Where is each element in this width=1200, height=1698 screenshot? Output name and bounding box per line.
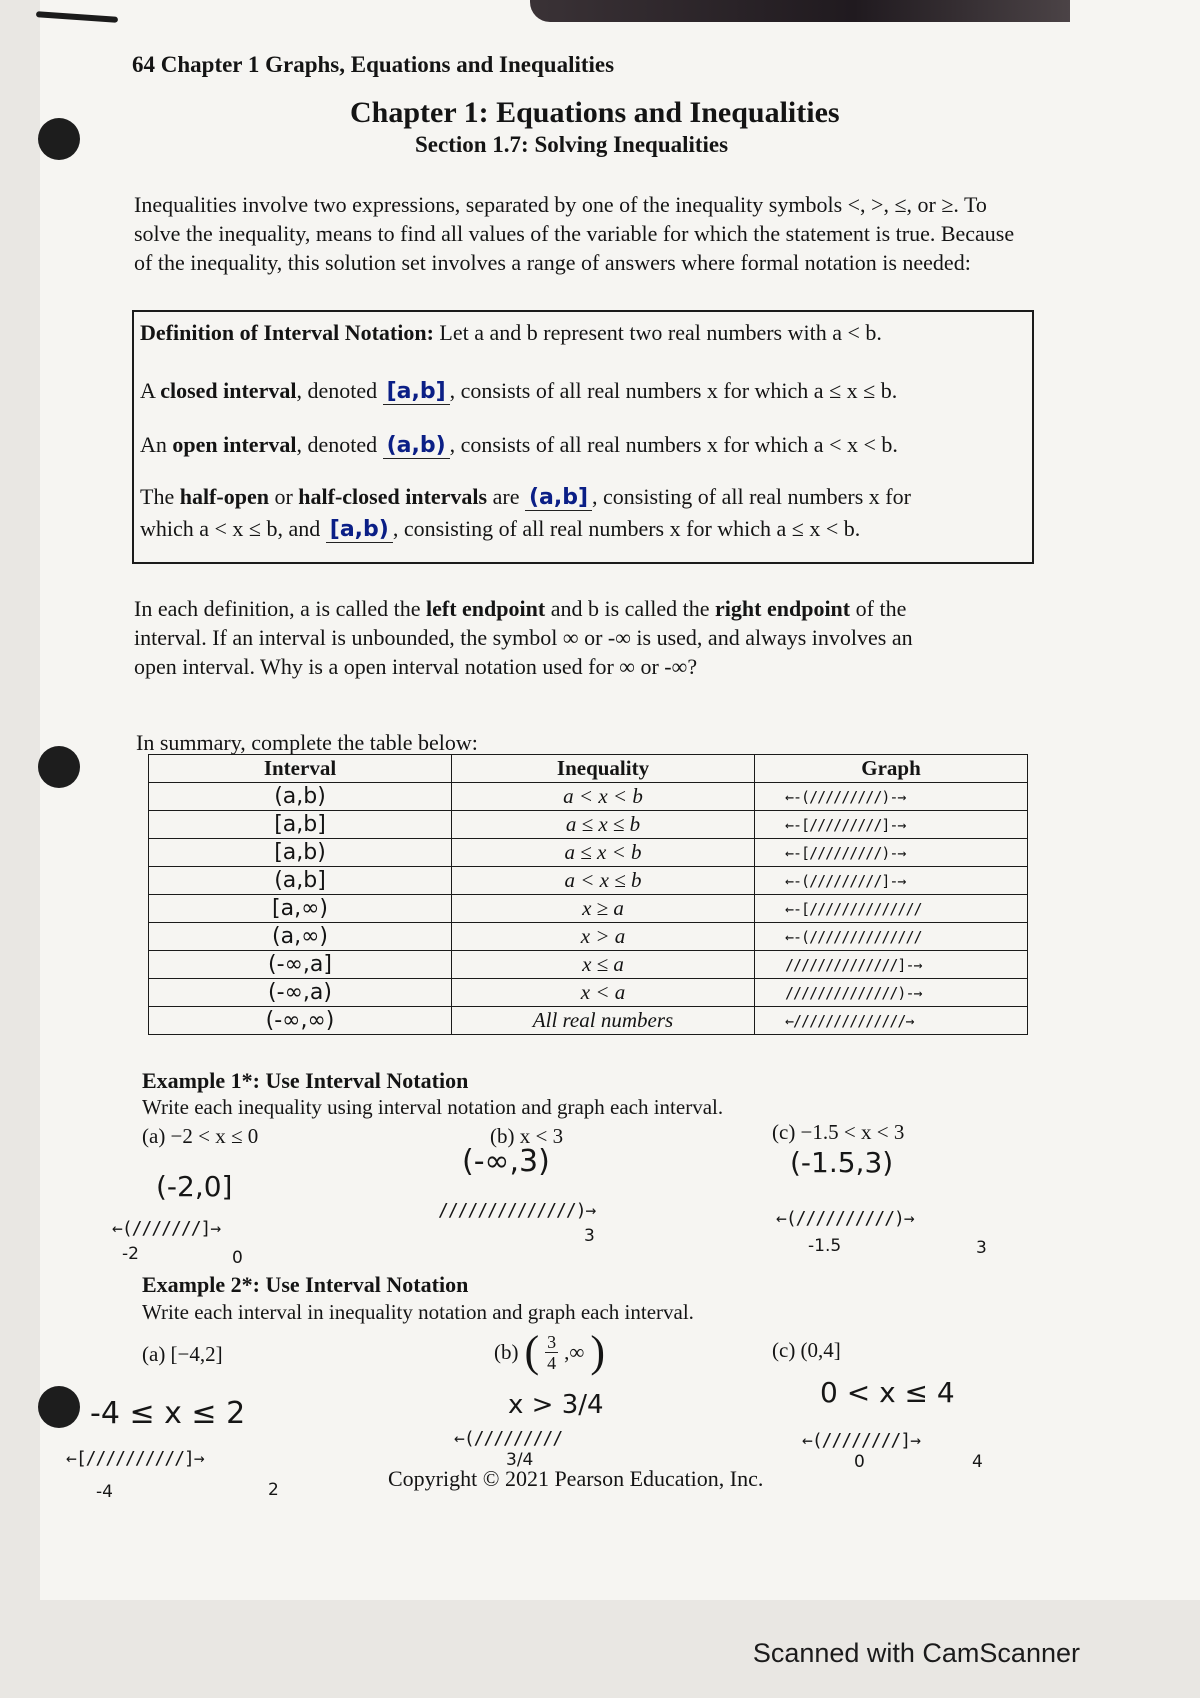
table-header-row xyxy=(149,755,1028,783)
text: , consisting of all real numbers x for which a ≤ x < b. xyxy=(392,516,861,541)
example-2a-tick-left: -4 xyxy=(96,1482,113,1502)
inequality-cell: a < x < b xyxy=(452,783,755,811)
example-1-instruction: Write each inequality using interval notation and graph each interval. xyxy=(142,1095,724,1119)
inequality-cell: x < a xyxy=(452,979,755,1007)
handwritten-half-closed-interval: [a,b) xyxy=(326,517,393,543)
example-2c-answer: 0 < x ≤ 4 xyxy=(820,1376,955,1409)
table-row xyxy=(149,839,1028,867)
endpoints-paragraph xyxy=(134,594,1034,681)
section-title: Section 1.7: Solving Inequalities xyxy=(415,132,729,157)
part-label: (b) xyxy=(494,1339,519,1364)
endpoints-line-3: open interval. Why is a open interval notation used for ∞ or -∞? xyxy=(134,654,698,679)
open-interval-line xyxy=(140,432,898,459)
interval-cell: (a,b] xyxy=(149,867,452,895)
text: An xyxy=(140,432,173,457)
table-row xyxy=(149,783,1028,811)
definition-heading: Definition of Interval Notation: xyxy=(140,320,434,345)
example-1c-answer: (-1.5,3) xyxy=(790,1146,894,1179)
example-1a-answer: (-2,0] xyxy=(156,1170,233,1203)
example-1c-number-line: ←(//////////)→ xyxy=(776,1208,914,1229)
binder-hole-top xyxy=(38,118,80,160)
text: , denoted xyxy=(296,378,383,403)
example-2-instruction: Write each interval in inequality notation and graph each interval. xyxy=(142,1300,694,1324)
graph-cell: ←-(/////////)-→ xyxy=(755,783,1028,811)
definition-box xyxy=(132,310,1034,564)
example-1b-answer: (-∞,3) xyxy=(462,1144,550,1179)
table-row xyxy=(149,979,1028,1007)
table-row xyxy=(149,923,1028,951)
graph-cell: ←-(////////////// xyxy=(755,923,1028,951)
binder-hole-middle xyxy=(38,746,80,788)
example-2b-number-line: ←(///////// xyxy=(454,1428,563,1449)
camscanner-watermark: Scanned with CamScanner xyxy=(752,1638,1080,1668)
left-endpoint-term: left endpoint xyxy=(426,596,546,621)
interval-cell: (-∞,∞) xyxy=(149,1007,452,1035)
example-2a-label: (a) [−4,2] xyxy=(142,1342,223,1366)
inequality-cell: x ≥ a xyxy=(452,895,755,923)
inequality-cell: x ≤ a xyxy=(452,951,755,979)
graph-cell: //////////////)-→ xyxy=(755,979,1028,1007)
example-2a-answer: -4 ≤ x ≤ 2 xyxy=(90,1396,246,1431)
interval-cell: (-∞,a] xyxy=(149,951,452,979)
interval-cell: [a,b) xyxy=(149,839,452,867)
text: or xyxy=(268,484,299,509)
summary-intro: In summary, complete the table below: xyxy=(136,730,478,755)
text: of the xyxy=(850,596,907,621)
table-row xyxy=(149,867,1028,895)
handwritten-open-interval: (a,b) xyxy=(383,433,450,459)
page-header: 64 Chapter 1 Graphs, Equations and Inequalities xyxy=(132,52,615,77)
example-2c-tick-left: 0 xyxy=(854,1452,865,1472)
endpoints-line-2: interval. If an interval is unbounded, the symbol ∞ or -∞ is used, and always involves an xyxy=(134,625,913,650)
interval-cell: (a,∞) xyxy=(149,923,452,951)
example-1c-tick-left: -1.5 xyxy=(808,1236,842,1256)
graph-cell: //////////////]-→ xyxy=(755,951,1028,979)
inequality-cell: a ≤ x < b xyxy=(452,839,755,867)
example-2c-tick-right: 4 xyxy=(972,1452,983,1472)
text: , consisting of all real numbers x for xyxy=(592,484,911,509)
intro-paragraph: Inequalities involve two expressions, separated by one of the inequality symbols <, >, ≤, or ≥. To solve the inequality, means to find all values of the variable for which the statement is true. Because of the inequality, this solution set involves a range of answers where formal notation is needed: xyxy=(134,192,1015,275)
half-closed-line xyxy=(140,516,860,543)
example-1a-tick-right: 0 xyxy=(232,1248,243,1268)
header-interval: Interval xyxy=(149,755,452,783)
handwritten-closed-interval: [a,b] xyxy=(383,379,450,405)
graph-cell: ←-(/////////]-→ xyxy=(755,867,1028,895)
example-1c-label: (c) −1.5 < x < 3 xyxy=(772,1120,905,1144)
graph-cell: ←-[/////////)-→ xyxy=(755,839,1028,867)
text: and b is called the xyxy=(545,596,716,621)
example-2a-tick-right: 2 xyxy=(268,1480,279,1500)
interval-cell: (a,b) xyxy=(149,783,452,811)
scan-shadow-band xyxy=(530,0,1070,22)
example-2c-number-line: ←(////////]→ xyxy=(802,1430,921,1451)
header-inequality: Inequality xyxy=(452,755,755,783)
example-2c-label: (c) (0,4] xyxy=(772,1338,841,1362)
text: , consists of all real numbers x for which a < x < b. xyxy=(449,432,898,457)
table-row xyxy=(149,951,1028,979)
text: which a < x ≤ b, and xyxy=(140,516,326,541)
example-1a-label: (a) −2 < x ≤ 0 xyxy=(142,1124,259,1148)
summary-table xyxy=(148,754,1028,1035)
text: The xyxy=(140,484,180,509)
definition-line xyxy=(140,320,882,346)
closed-interval-term: closed interval xyxy=(160,378,297,403)
example-2b-answer: x > 3/4 xyxy=(508,1390,604,1420)
paren-left: ( xyxy=(524,1327,540,1376)
fraction xyxy=(545,1332,558,1373)
graph-cell: ←//////////////→ xyxy=(755,1007,1028,1035)
inequality-cell: All real numbers xyxy=(452,1007,755,1035)
copyright-notice: Copyright © 2021 Pearson Education, Inc. xyxy=(388,1466,764,1491)
example-1b-number-line: //////////////)→ xyxy=(438,1200,596,1221)
inequality-cell: a < x ≤ b xyxy=(452,867,755,895)
endpoints-line-1 xyxy=(134,594,1034,623)
table-row xyxy=(149,895,1028,923)
header-graph: Graph xyxy=(755,755,1028,783)
summary-table-body xyxy=(149,783,1028,1035)
interval-cell: [a,b] xyxy=(149,811,452,839)
graph-cell: ←-[/////////]-→ xyxy=(755,811,1028,839)
inequality-cell: x > a xyxy=(452,923,755,951)
open-interval-term: open interval xyxy=(172,432,297,457)
example-2a-number-line: ←[//////////]→ xyxy=(66,1448,204,1469)
interval-cell: [a,∞) xyxy=(149,895,452,923)
text: In each definition, a is called the xyxy=(134,596,426,621)
fraction-numerator: 3 xyxy=(547,1331,557,1352)
text: , denoted xyxy=(296,432,383,457)
table-row xyxy=(149,811,1028,839)
example-1-heading: Example 1*: Use Interval Notation xyxy=(142,1068,469,1093)
table-row xyxy=(149,1007,1028,1035)
example-2b-label xyxy=(494,1327,606,1376)
paren-right: ) xyxy=(590,1327,606,1376)
example-1a-number-line: ←(///////]→ xyxy=(112,1218,221,1239)
right-endpoint-term: right endpoint xyxy=(715,596,851,621)
chapter-title: Chapter 1: Equations and Inequalities xyxy=(350,96,840,129)
half-closed-term: half-closed intervals xyxy=(298,484,488,509)
example-2-heading: Example 2*: Use Interval Notation xyxy=(142,1272,469,1297)
example-1c-tick-right: 3 xyxy=(976,1238,987,1258)
example-1b-tick: 3 xyxy=(584,1226,595,1246)
fraction-denominator: 4 xyxy=(547,1352,557,1373)
example-2b-tick: 3/4 xyxy=(506,1450,534,1470)
text: , consists of all real numbers x for which a ≤ x ≤ b. xyxy=(449,378,898,403)
definition-text: Let a and b represent two real numbers with a < b. xyxy=(433,320,882,345)
example-1b-label: (b) x < 3 xyxy=(490,1124,564,1148)
inequality-cell: a ≤ x ≤ b xyxy=(452,811,755,839)
text: are xyxy=(487,484,525,509)
interval-rest: ,∞ xyxy=(564,1339,585,1364)
closed-interval-line xyxy=(140,378,897,405)
interval-cell: (-∞,a) xyxy=(149,979,452,1007)
binder-hole-bottom xyxy=(38,1386,80,1428)
handwritten-half-open-interval: (a,b] xyxy=(525,485,592,511)
half-open-line xyxy=(140,484,911,511)
graph-cell: ←-[////////////// xyxy=(755,895,1028,923)
half-open-term: half-open xyxy=(179,484,269,509)
example-1a-tick-left: -2 xyxy=(122,1244,139,1264)
text: A xyxy=(140,378,161,403)
